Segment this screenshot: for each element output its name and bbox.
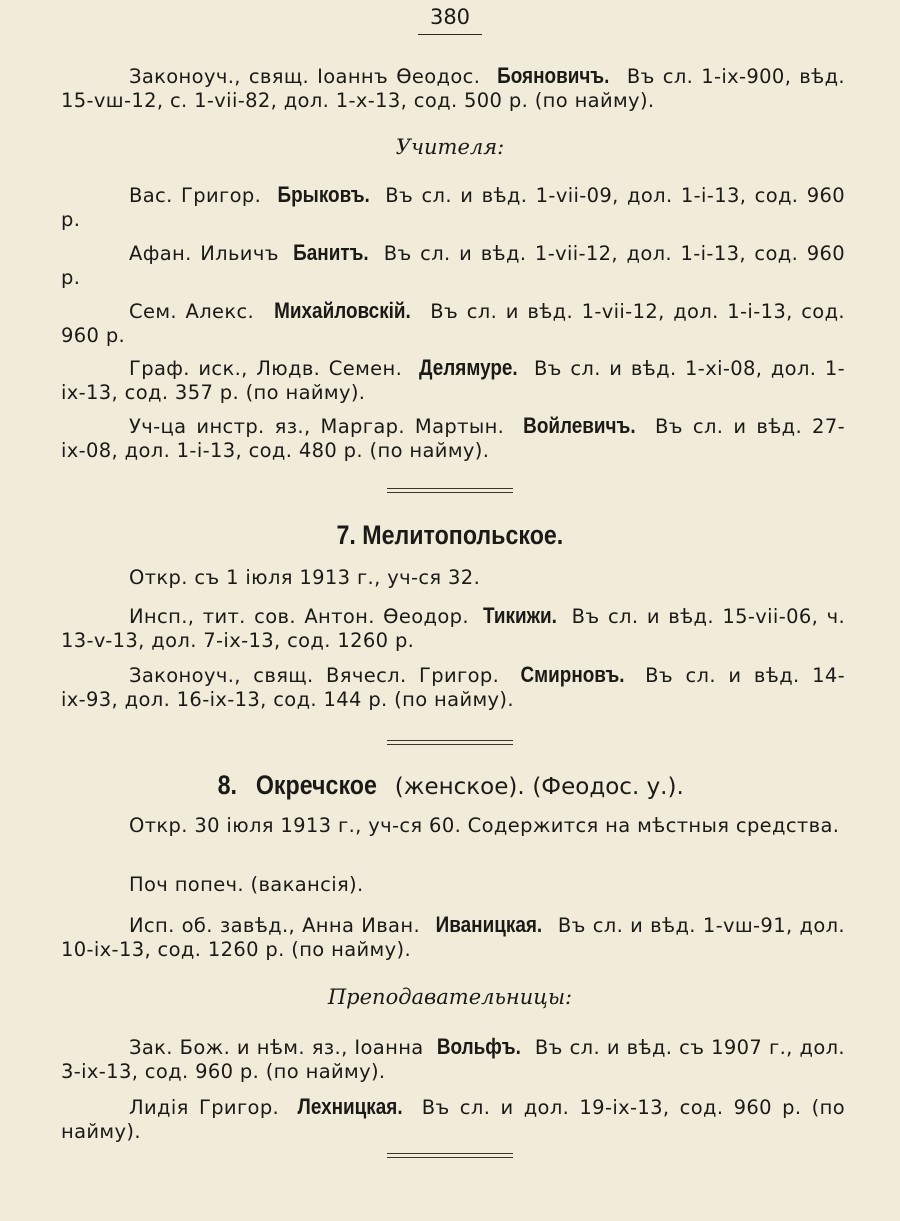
entry-voylevich: Уч-ца инстр. яз., Маргар. Мартын. Войлевичъ. Въ сл. и вѣд. 27-іх-08, дол. 1-і-13, сод. 480 р. (по найму). <box>61 413 845 462</box>
entry-lekhnitskaya: Лидія Григор. Лехницкая. Въ сл. и дол. 19-іх-13, сод. 960 р. (по найму). <box>61 1094 845 1143</box>
surname: Иваницкая. <box>435 912 543 937</box>
surname: Банитъ. <box>293 240 370 265</box>
entry-brykov: Вас. Григор. Брыковъ. Въ сл. и вѣд. 1-vіі-09, дол. 1-і-13, сод. 960 р. <box>61 182 845 231</box>
page-number-rule <box>418 34 482 35</box>
surname: Брыковъ. <box>277 182 370 207</box>
section-8-heading: 8. Окречское (женское). (Феодос. у.). <box>217 770 684 800</box>
surname: Смирновъ. <box>520 662 625 687</box>
surname: Вольфъ. <box>437 1034 522 1059</box>
entry-tikizhi: Инсп., тит. сов. Антон. Өеодор. Тикижи. Въ сл. и вѣд. 15-vіі-06, ч. 13-v-13, дол. 7-іх-13, сод. 1260 р. <box>61 603 845 652</box>
section-8-opening: Откр. 30 іюля 1913 г., уч-ся 60. Содержится на мѣстныя средства. <box>129 814 840 837</box>
section-divider <box>387 488 513 493</box>
section-divider <box>387 740 513 745</box>
teachers-heading-female: Преподавательницы: <box>327 985 573 1009</box>
surname: Тикижи. <box>483 603 558 628</box>
entry-mikhailovsky: Сем. Алекс. Михайловскій. Въ сл. и вѣд. 1-vіі-12, дол. 1-і-13, сод. 960 р. <box>61 298 845 347</box>
page-number: 380 <box>429 5 471 29</box>
surname: Делямуре. <box>418 355 518 380</box>
section-divider <box>387 1153 513 1158</box>
surname: Лехницкая. <box>297 1094 403 1119</box>
teachers-heading: Учителя: <box>395 135 505 159</box>
section-7-opening: Откр. съ 1 іюля 1913 г., уч-ся 32. <box>129 566 481 589</box>
entry-wolf: Зак. Бож. и нѣм. яз., Іоанна Вольфъ. Въ сл. и вѣд. съ 1907 г., дол. 3-іх-13, сод. 960 р. (по найму). <box>61 1034 845 1083</box>
trustee-line: Поч попеч. (вакансія). <box>129 873 364 896</box>
surname: Войлевичъ. <box>523 413 636 438</box>
entry-smirnov: Законоуч., свящ. Вячесл. Григор. Смирновъ. Въ сл. и вѣд. 14-іх-93, дол. 16-іх-13, сод. 144 р. (по найму). <box>61 662 845 711</box>
entry-banit: Афан. Ильичъ Банитъ. Въ сл. и вѣд. 1-vіі-12, дол. 1-і-13, сод. 960 р. <box>61 240 845 289</box>
surname: Михайловскій. <box>273 298 411 323</box>
entry-law-teacher-boyanovich: Законоуч., свящ. Іоаннъ Өеодос. Бояновичъ. Въ сл. 1-іх-900, вѣд. 15-vш-12, с. 1-vіі-82, дол. 1-х-13, сод. 500 р. (по найму). <box>61 63 845 112</box>
surname: Бояновичъ. <box>497 63 610 88</box>
entry-delyamure: Граф. иск., Людв. Семен. Делямуре. Въ сл. и вѣд. 1-хі-08, дол. 1-іх-13, сод. 357 р. (по найму). <box>61 355 845 404</box>
entry-ivanitskaya: Исп. об. завѣд., Анна Иван. Иваницкая. Въ сл. и вѣд. 1-vш-91, дол. 10-іх-13, сод. 1260 р. (по найму). <box>61 912 845 961</box>
section-7-heading: 7. Мелитопольское. <box>336 520 564 550</box>
